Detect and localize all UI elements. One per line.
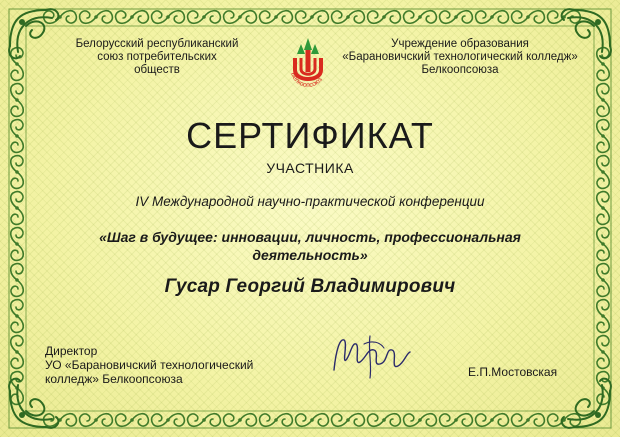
signatory-title bbox=[45, 344, 315, 386]
signatory-name: Е.П.Мостовская bbox=[468, 365, 558, 379]
issuer-left-line: Белорусский республиканский bbox=[75, 38, 239, 50]
signatory-title-line: колледж» Белкоопсоюза bbox=[45, 372, 183, 387]
signatory-title-line: УО «Барановичский технологический bbox=[45, 358, 254, 373]
issuer-right-line: Белкоопсоюза bbox=[421, 63, 499, 76]
issuer-right-line: «Барановичский технологический колледж» bbox=[342, 50, 578, 63]
recipient-name: Гусар Георгий Владимирович bbox=[164, 276, 456, 297]
signatory-title-line: Директор bbox=[45, 344, 98, 358]
logo-text: Белкоопсоюз bbox=[289, 71, 324, 90]
issuer-right bbox=[315, 38, 605, 77]
issuer-left-line: союз потребительских bbox=[97, 50, 217, 63]
handwritten-signature bbox=[326, 330, 416, 382]
issuer-right-line: Учреждение образования bbox=[391, 38, 529, 50]
certificate-subtitle: УЧАСТНИКА bbox=[266, 160, 354, 176]
certificate-title: СЕРТИФИКАТ bbox=[186, 115, 434, 156]
issuer-left bbox=[62, 38, 252, 77]
conference-theme bbox=[55, 229, 565, 264]
issuer-left-line: обществ bbox=[134, 63, 180, 76]
conference-theme-line: деятельность» bbox=[252, 246, 368, 263]
conference-line: IV Международной научно-практической конференции bbox=[135, 194, 485, 209]
conference-theme-line: «Шаг в будущее: инновации, личность, профессиональная bbox=[99, 229, 521, 245]
